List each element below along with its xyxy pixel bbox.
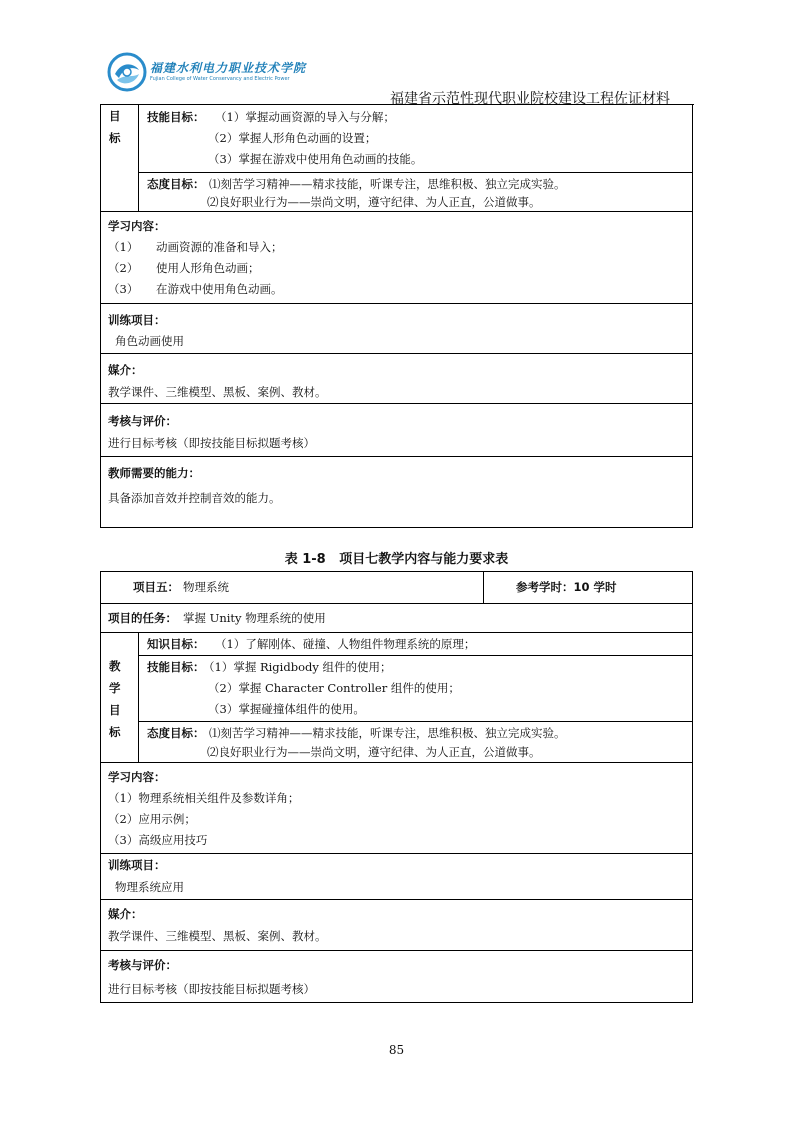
- attitude-label: 态度目标：: [147, 726, 205, 740]
- knowledge-value: （1）了解刚体、碰撞、人物组件物理系统的原理；: [215, 637, 476, 651]
- goal-label-char-4: 标: [109, 725, 121, 739]
- skill-item: （1）掌握动画资源的导入与分解；: [215, 110, 395, 124]
- hours-label: 参考学时：10 学时: [516, 580, 617, 594]
- teacher-ability-label: 教师需要的能力：: [108, 466, 200, 480]
- media-label: 媒介：: [108, 907, 143, 921]
- content-item: （3）高级应用技巧: [108, 833, 208, 847]
- media-value: 教学课件、三维模型、黑板、案例、教材。: [108, 929, 327, 943]
- content-item: （2）应用示例；: [108, 812, 196, 826]
- teacher-ability-block: [101, 456, 692, 527]
- project-label: 项目五：: [133, 580, 179, 594]
- training-value: 角色动画使用: [115, 334, 184, 348]
- skill-item: （2）掌握 Character Controller 组件的使用；: [208, 681, 460, 695]
- content-block: [101, 211, 692, 303]
- task-label: 项目的任务：: [108, 611, 177, 625]
- content-text: 动画资源的准备和导入；: [156, 240, 283, 254]
- goal-label-char-2: 学: [109, 681, 121, 695]
- goal-label-char-3: 目: [109, 703, 121, 717]
- school-name: 福建水利电力职业技术学院: [150, 61, 307, 75]
- training-block: [101, 853, 692, 899]
- school-emblem-icon: [107, 52, 147, 92]
- assessment-value: 进行目标考核（即按技能目标拟题考核）: [108, 436, 315, 450]
- training-block: [101, 303, 692, 353]
- table-2: [100, 571, 693, 1003]
- table-1: [100, 104, 693, 528]
- skill-label: 技能目标：: [147, 660, 205, 674]
- training-label: 训练项目：: [108, 858, 166, 872]
- assessment-value: 进行目标考核（即按技能目标拟题考核）: [108, 982, 315, 996]
- assessment-block: [101, 950, 692, 1002]
- attitude-divider: [138, 721, 692, 722]
- content-num: （2）: [108, 261, 139, 275]
- skill-divider: [138, 655, 692, 656]
- assessment-label: 考核与评价：: [108, 958, 177, 972]
- goal-label-char-2: 标: [109, 131, 121, 145]
- attitude-item: ⑵良好职业行为——崇尚文明，遵守纪律、为人正直，公道做事。: [207, 745, 541, 759]
- goal-block: [101, 632, 692, 762]
- attitude-divider: [138, 172, 692, 173]
- document-title: 福建省示范性现代职业院校建设工程佐证材料: [390, 91, 670, 107]
- content-text: 使用人形角色动画；: [156, 261, 260, 275]
- attitude-label: 态度目标：: [147, 177, 205, 191]
- attitude-item: ⑴刻苦学习精神——精求技能，听课专注，思维积极、独立完成实验。: [209, 177, 566, 191]
- skill-item: （3）掌握在游戏中使用角色动画的技能。: [208, 152, 423, 166]
- media-block: [101, 353, 692, 403]
- knowledge-label: 知识目标：: [147, 637, 205, 651]
- skill-label: 技能目标：: [147, 110, 205, 124]
- goal-label-char-1: 目: [109, 109, 121, 123]
- goal-label-char-1: 教: [109, 659, 121, 673]
- project-divider: [483, 572, 484, 603]
- project-row: [101, 572, 692, 603]
- content-num: （3）: [108, 282, 139, 296]
- training-value: 物理系统应用: [115, 880, 184, 894]
- content-num: （1）: [108, 240, 139, 254]
- training-label: 训练项目：: [108, 313, 166, 327]
- assessment-block: [101, 403, 692, 456]
- media-block: [101, 899, 692, 950]
- school-name-en: Fujian College of Water Conservancy and Electric Power: [150, 76, 290, 82]
- attitude-item: ⑵良好职业行为——崇尚文明，遵守纪律、为人正直，公道做事。: [207, 195, 541, 209]
- task-value: 掌握 Unity 物理系统的使用: [183, 611, 326, 625]
- content-block: [101, 762, 692, 853]
- goal-block: [101, 105, 692, 211]
- goal-divider: [138, 105, 139, 211]
- skill-item: （2）掌握人形角色动画的设置；: [208, 131, 377, 145]
- skill-item: （1）掌握 Rigidbody 组件的使用；: [203, 660, 392, 674]
- content-text: 在游戏中使用角色动画。: [156, 282, 283, 296]
- task-row: [101, 603, 692, 632]
- page-number: 85: [388, 1043, 405, 1057]
- attitude-item: ⑴刻苦学习精神——精求技能，听课专注，思维积极、独立完成实验。: [209, 726, 566, 740]
- assessment-label: 考核与评价：: [108, 414, 177, 428]
- content-label: 学习内容：: [108, 219, 166, 233]
- content-label: 学习内容：: [108, 770, 166, 784]
- skill-item: （3）掌握碰撞体组件的使用。: [208, 702, 365, 716]
- table-caption: 表 1-8 项目七教学内容与能力要求表: [284, 552, 509, 567]
- content-item: （1）物理系统相关组件及参数详角；: [108, 791, 300, 805]
- teacher-ability-value: 具备添加音效并控制音效的能力。: [108, 491, 281, 505]
- goal-divider: [138, 633, 139, 762]
- project-value: 物理系统: [183, 580, 229, 594]
- media-value: 教学课件、三维模型、黑板、案例、教材。: [108, 385, 327, 399]
- media-label: 媒介：: [108, 363, 143, 377]
